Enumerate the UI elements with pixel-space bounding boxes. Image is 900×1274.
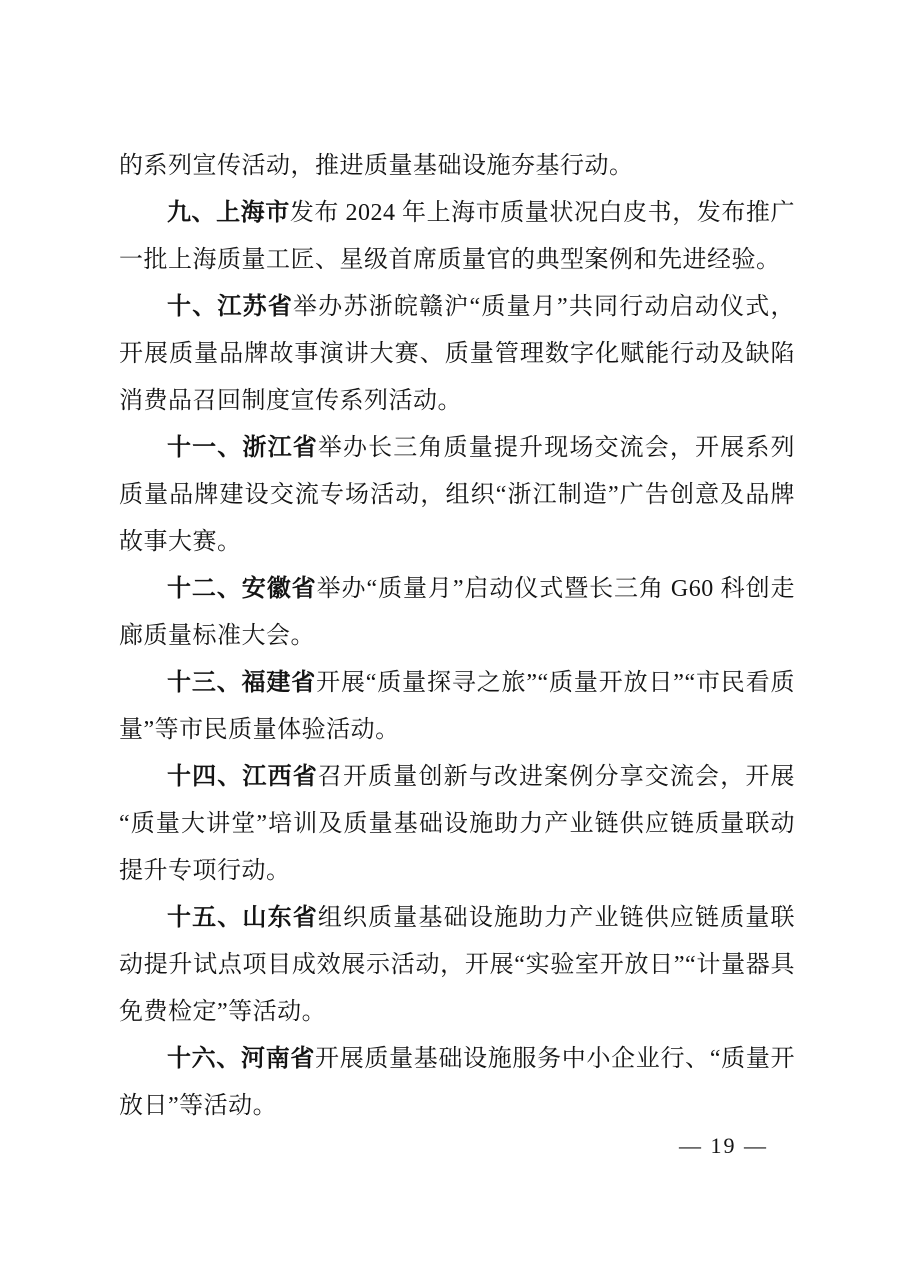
paragraph [119,660,795,754]
paragraph-text: 举办“质量月”启动仪式暨长三角 G60 科创走廊质量标准大会。 [119,576,795,649]
paragraph [119,754,795,895]
paragraph [119,143,795,190]
paragraph-lead: 十一、浙江省 [167,435,318,461]
paragraph-lead: 十三、福建省 [167,670,317,696]
paragraph [119,1036,795,1130]
document-body [119,143,795,1130]
paragraph [119,425,795,566]
paragraph-lead: 九、上海市 [167,200,290,226]
paragraph-text: 的系列宣传活动，推进质量基础设施夯基行动。 [119,153,634,179]
paragraph-lead: 十四、江西省 [167,764,318,790]
paragraph-lead: 十、江苏省 [167,294,294,320]
paragraph-text: 发布 2024 年上海市质量状况白皮书，发布推广一批上海质量工匠、星级首席质量官的典型案例和先进经验。 [119,200,795,273]
paragraph-text: 开展质量基础设施服务中小企业行、“质量开放日”等活动。 [119,1046,795,1119]
paragraph [119,190,795,284]
paragraph-text: 举办长三角质量提升现场交流会，开展系列质量品牌建设交流专场活动，组织“浙江制造”广告创意及品牌故事大赛。 [119,435,795,555]
paragraph-lead: 十二、安徽省 [167,576,317,602]
paragraph-lead: 十六、河南省 [167,1046,316,1072]
paragraph-text: 举办苏浙皖赣沪“质量月”共同行动启动仪式，开展质量品牌故事演讲大赛、质量管理数字化赋能行动及缺陷消费品召回制度宣传系列活动。 [119,294,796,414]
paragraph-lead: 十五、山东省 [167,905,318,931]
paragraph-text: 召开质量创新与改进案例分享交流会，开展“质量大讲堂”培训及质量基础设施助力产业链供应链质量联动提升专项行动。 [119,764,795,884]
paragraph-text: 组织质量基础设施助力产业链供应链质量联动提升试点项目成效展示活动，开展“实验室开放日”“计量器具免费检定”等活动。 [119,905,795,1025]
paragraph [119,895,795,1036]
paragraph [119,566,795,660]
page-number: — 19 — [679,1133,768,1158]
paragraph [119,284,795,425]
paragraph-text: 开展“质量探寻之旅”“质量开放日”“市民看质量”等市民质量体验活动。 [119,670,796,743]
